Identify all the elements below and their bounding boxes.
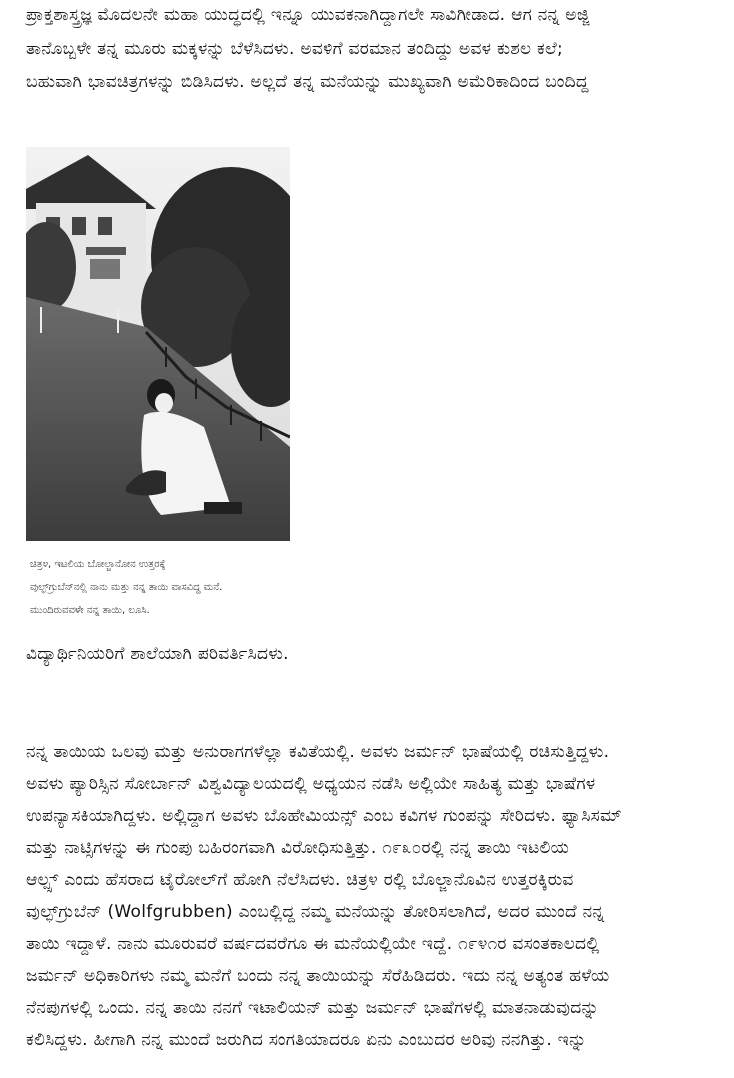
house-photo <box>26 147 290 541</box>
house-photo-image <box>26 147 290 541</box>
text-line: ಮತ್ತು ನಾಟ್ಸಿಗಳನ್ನು ಈ ಗುಂಪು ಬಹಿರಂಗವಾಗಿ ವಿರೋಧಿಸುತ್ತಿತ್ತು. ೧೯೩೦ರಲ್ಲಿ ನನ್ನ ತಾಯಿ ಇಟಲಿಯ <box>26 838 570 858</box>
caption-line: ಚಿತ್ರ೪, ಇಟಲಿಯ ಬೋಲ್ಜಾನೋನ ಉತ್ತರಕ್ಕೆ <box>30 559 166 570</box>
text-line: ತಾಯಿ ಇದ್ದಾಳೆ. ನಾನು ಮೂರುವರೆ ವರ್ಷದವರೆಗೂ ಈ ಮನೆಯಲ್ಲಿಯೇ ಇದ್ದೆ. ೧೯೪೧ರ ವಸಂತಕಾಲದಲ್ಲಿ <box>26 934 600 954</box>
text-line: ವಿದ್ಯಾರ್ಥಿನಿಯರಿಗೆ ಶಾಲೆಯಾಗಿ ಪರಿವರ್ತಿಸಿದಳು. <box>26 644 289 664</box>
text-line: ಬಹುವಾಗಿ ಭಾವಚಿತ್ರಗಳನ್ನು ಬಿಡಿಸಿದಳು. ಅಲ್ಲದೆ ತನ್ನ ಮನೆಯನ್ನು ಮುಖ್ಯವಾಗಿ ಅಮೆರಿಕಾದಿಂದ ಬಂದಿದ್ದ <box>26 72 589 92</box>
text-line: ಪ್ರಾಕ್ತಶಾಸ್ತ್ರಜ್ಞ ಮೊದಲನೇ ಮಹಾ ಯುದ್ಧದಲ್ಲಿ ಇನ್ನೂ ಯುವಕನಾಗಿದ್ದಾಗಲೇ ಸಾವಿಗೀಡಾದ. ಆಗ ನನ್ನ ಅಜ್ಜಿ <box>26 5 590 25</box>
text-line: ಅವಳು ಪ್ಯಾರಿಸ್ಸಿನ ಸೋರ್ಬಾನ್ ವಿಶ್ವವಿದ್ಯಾಲಯದಲ್ಲಿ ಅಧ್ಯಯನ ನಡೆಸಿ ಅಲ್ಲಿಯೇ ಸಾಹಿತ್ಯ ಮತ್ತು ಭಾಷೆಗಳ <box>26 774 596 794</box>
caption-line: ವುಲ್ಫ್‌ಗ್ರುಬೆನ್‌ನಲ್ಲಿ ನಾನು ಮತ್ತು ನನ್ನ ತಾಯಿ ವಾಸವಿದ್ದ ಮನೆ. <box>30 582 223 593</box>
text-line: ವುಲ್ಫ್‌ಗ್ರುಬೆನ್ (Wolfgrubben) ಎಂಬಲ್ಲಿದ್ದ ನಮ್ಮ ಮನೆಯನ್ನು ತೋರಿಸಲಾಗಿದೆ, ಅದರ ಮುಂದೆ ನನ್ನ <box>26 902 605 922</box>
text-line: ಜರ್ಮನ್ ಅಧಿಕಾರಿಗಳು ನಮ್ಮ ಮನೆಗೆ ಬಂದು ನನ್ನ ತಾಯಿಯನ್ನು ಸೆರೆಹಿಡಿದರು. ಇದು ನನ್ನ ಅತ್ಯಂತ ಹಳೆಯ <box>26 966 610 986</box>
caption-line: ಮುಂದಿರುವವಳೇ ನನ್ನ ತಾಯಿ, ಲೂಸಿ. <box>30 605 150 616</box>
text-line: ಆಲ್ಪ್ಸ್ ಎಂದು ಹೆಸರಾದ ಟೈರೋಲ್‌ಗೆ ಹೋಗಿ ನೆಲೆಸಿದಳು. ಚಿತ್ರ೪ ರಲ್ಲಿ ಬೊಲ್ಜಾನೊವಿನ ಉತ್ತರಕ್ಕಿರುವ <box>26 870 574 890</box>
text-line: ನನ್ನ ತಾಯಿಯ ಒಲವು ಮತ್ತು ಅನುರಾಗಗಳೆಲ್ಲಾ ಕವಿತೆಯಲ್ಲಿ. ಅವಳು ಜರ್ಮನ್ ಭಾಷೆಯಲ್ಲಿ ರಚಿಸುತ್ತಿದ್ದಳು. <box>26 742 610 762</box>
text-line: ತಾನೊಬ್ಬಳೇ ತನ್ನ ಮೂರು ಮಕ್ಕಳನ್ನು ಬೆಳೆಸಿದಳು. ಅವಳಿಗೆ ವರಮಾನ ತಂದಿದ್ದು ಅವಳ ಕುಶಲ ಕಲೆ; <box>26 39 563 59</box>
text-line: ನೆನಪುಗಳಲ್ಲಿ ಒಂದು. ನನ್ನ ತಾಯಿ ನನಗೆ ಇಟಾಲಿಯನ್ ಮತ್ತು ಜರ್ಮನ್ ಭಾಷೆಗಳಲ್ಲಿ ಮಾತನಾಡುವುದನ್ನು <box>26 998 599 1018</box>
text-line: ಕಲಿಸಿದ್ದಳು. ಹೀಗಾಗಿ ನನ್ನ ಮುಂದೆ ಜರುಗಿದ ಸಂಗತಿಯಾದರೂ ಏನು ಎಂಬುದರ ಅರಿವು ನನಗಿತ್ತು. ಇನ್ನು <box>26 1030 587 1050</box>
text-line: ಉಪನ್ಯಾಸಕಿಯಾಗಿದ್ದಳು. ಅಲ್ಲಿದ್ದಾಗ ಅವಳು ಬೊಹೇಮಿಯನ್ಸ್ ಎಂಬ ಕವಿಗಳ ಗುಂಪನ್ನು ಸೇರಿದಳು. ಫ್ಯಾಸಿಸಮ್ <box>26 806 622 826</box>
